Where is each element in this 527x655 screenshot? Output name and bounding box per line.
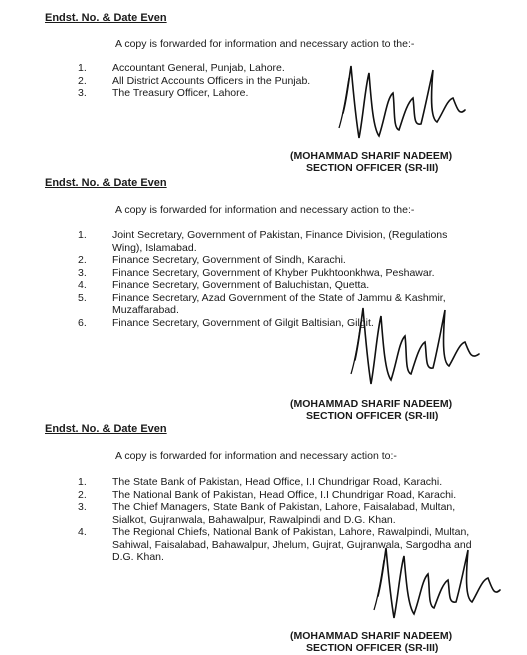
item-text: Finance Secretary, Government of Khyber Pukhtoonkhwa, Peshawar. (112, 266, 435, 279)
signatory-name: (MOHAMMAD SHARIF NADEEM) (290, 630, 453, 642)
item-text: The Treasury Officer, Lahore. (112, 87, 249, 99)
item-number: 2. (78, 254, 87, 266)
endorsement-heading: Endst. No. & Date Even (45, 177, 167, 189)
handwritten-signature (335, 58, 470, 153)
item-number: 1. (78, 62, 87, 74)
item-number: 2. (78, 74, 87, 87)
endorsement-intro: A copy is forwarded for information and necessary action to the:- (115, 38, 415, 50)
item-text: Accountant General, Punjab, Lahore. (112, 62, 285, 74)
signatory-name: (MOHAMMAD SHARIF NADEEM) (290, 398, 453, 410)
item-text: Joint Secretary, Government of Pakistan, Finance Division, (Regulations Wing), Islamabad. (112, 229, 448, 254)
item-number: 2. (78, 488, 87, 501)
endorsement-intro: A copy is forwarded for information and necessary action to the:- (115, 204, 415, 216)
item-number: 3. (78, 501, 87, 513)
item-text: Finance Secretary, Government of Baluchistan, Quetta. (112, 279, 370, 291)
item-text: The State Bank of Pakistan, Head Office, I.I Chundrigar Road, Karachi. (112, 476, 443, 488)
signatory-title: SECTION OFFICER (SR-III) (306, 642, 439, 654)
item-text: The National Bank of Pakistan, Head Office, I.I Chundrigar Road, Karachi. (112, 488, 457, 501)
item-text: Finance Secretary, Government of Gilgit Baltisian, Gilgit. (112, 316, 374, 329)
item-text: All District Accounts Officers in the Punjab. (112, 74, 311, 87)
item-number: 4. (78, 526, 87, 538)
list-item (78, 267, 478, 280)
list-item (78, 279, 478, 292)
list-item (78, 254, 478, 267)
endorsement-heading: Endst. No. & Date Even (45, 423, 167, 435)
signatory-title: SECTION OFFICER (SR-III) (306, 162, 439, 174)
item-number: 3. (78, 266, 87, 279)
item-text: The Regional Chiefs, National Bank of Pakistan, Lahore, Rawalpindi, Multan, Sahiwal, Faisalabad, Bahawalpur, Jhelum, Gujrat, Gujranwala, Sargodha and D.G. Khan. (112, 526, 472, 563)
signatory-title: SECTION OFFICER (SR-III) (306, 410, 439, 422)
item-number: 4. (78, 279, 87, 291)
list-item (78, 489, 478, 502)
endorsement-heading: Endst. No. & Date Even (45, 12, 167, 24)
item-text: Finance Secretary, Azad Government of the State of Jammu & Kashmir, Muzaffarabad. (112, 291, 446, 316)
item-text: The Chief Managers, State Bank of Pakistan, Lahore, Faisalabad, Multan, Sialkot, Gujranwala, Bahawalpur, Rawalpindi and D.G. Khan. (112, 501, 456, 526)
item-number: 6. (78, 316, 87, 329)
item-text: Finance Secretary, Government of Sindh, Karachi. (112, 254, 346, 266)
list-item (78, 501, 478, 526)
item-number: 1. (78, 476, 87, 488)
item-number: 5. (78, 291, 87, 304)
handwritten-signature (370, 540, 505, 630)
endorsement-intro: A copy is forwarded for information and necessary action to:- (115, 450, 397, 462)
item-number: 1. (78, 229, 87, 241)
list-item (78, 229, 478, 254)
handwritten-signature (345, 300, 490, 395)
signatory-name: (MOHAMMAD SHARIF NADEEM) (290, 150, 453, 162)
list-item (78, 476, 478, 489)
item-number: 3. (78, 87, 87, 99)
